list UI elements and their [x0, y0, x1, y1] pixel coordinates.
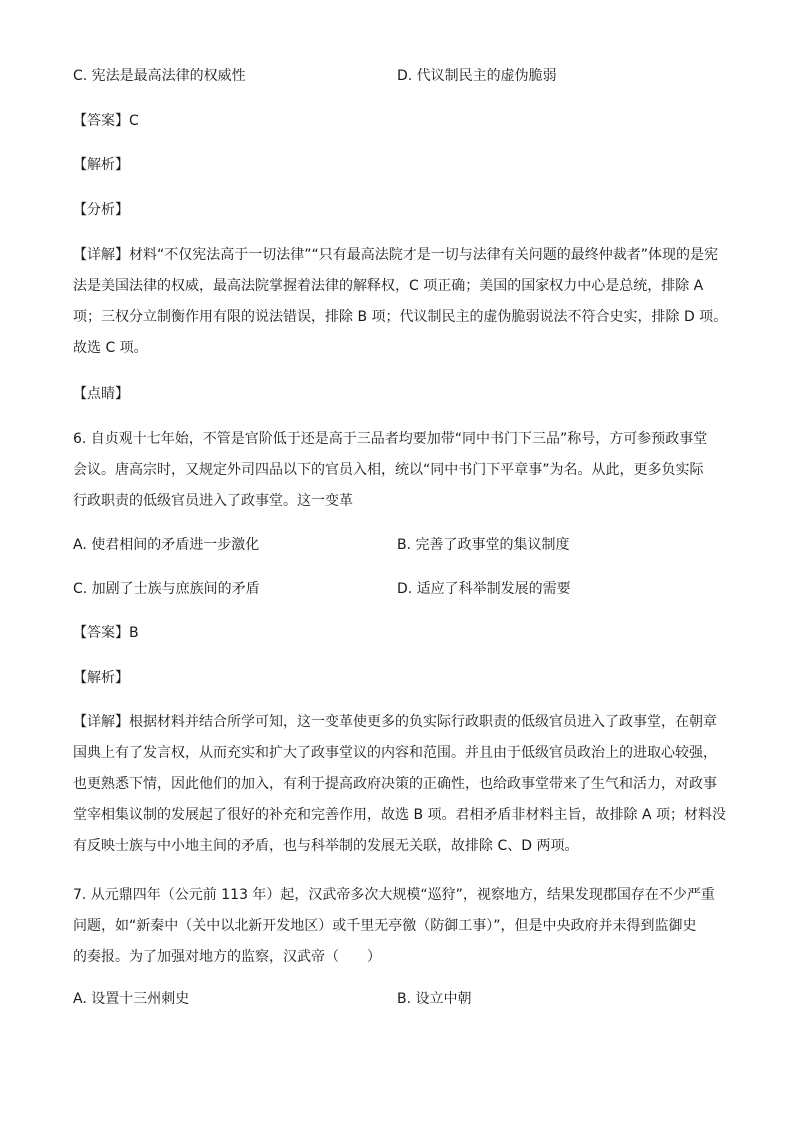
q6-detail [73, 707, 726, 862]
answer-value: C [129, 113, 139, 129]
q6-detail-line: 有反映士族与中小地主间的矛盾，也与科举制的发展无关联，故排除 C、D 两项。 [73, 838, 579, 854]
q5-detail-line: 故选 C 项。 [73, 340, 148, 356]
q6-stem-line: 会议。唐高宗时，又规定外司四品以下的官员入相，统以“同中书门下平章事”为名。从此，更多负实际 [73, 462, 704, 478]
q6-option-a: A. 使君相间的矛盾进一步激化 [73, 537, 260, 553]
q7-option-b: B. 设立中朝 [397, 991, 472, 1007]
q5-analysis-tag: 【解析】 [73, 157, 129, 173]
q6-detail-line: 也更熟悉下情，因此他们的加入，有利于提高政府决策的正确性，也给政事堂带来了生气和活力，对政事 [73, 776, 717, 792]
q5-option-c: C. 宪法是最高法律的权威性 [73, 68, 246, 84]
q5-answer [73, 111, 139, 131]
q7-stem-line: 7. 从元鼎四年（公元前 113 年）起，汉武帝多次大规模“巡狩”，视察地方，结果发现郡国存在不少严重 [73, 887, 715, 903]
q6-detail-line: 国典上有了发言权，从而充实和扩大了政事堂议的内容和范围。并且由于低级官员政治上的进取心较强， [73, 745, 717, 761]
q7-stem-line: 的奏报。为了加强对地方的监察，汉武帝（ ） [73, 949, 381, 965]
q6-detail-line: 【详解】根据材料并结合所学可知，这一变革使更多的负实际行政职责的低级官员进入了政事堂，在朝章 [73, 714, 717, 730]
q7-stem [73, 880, 723, 973]
q6-detail-line: 堂宰相集议制的发展起了很好的补充和完善作用，故选 B 项。君相矛盾非材料主旨，故排除 A 项；材料没 [73, 807, 726, 823]
q6-answer [73, 623, 139, 643]
q5-detail-line: 法是美国法律的权威，最高法院掌握着法律的解释权，C 项正确；美国的国家权力中心是总统，排除 A [73, 278, 704, 294]
q5-option-d: D. 代议制民主的虚伪脆弱 [397, 68, 557, 84]
q5-detail-line: 项；三权分立制衡作用有限的说法错误，排除 B 项；代议制民主的虚伪脆弱说法不符合史实，排除 D 项。 [73, 309, 728, 325]
answer-tag: 【答案】 [73, 113, 129, 129]
answer-value: B [129, 625, 139, 641]
answer-tag: 【答案】 [73, 625, 129, 641]
q6-option-b: B. 完善了政事堂的集议制度 [397, 537, 570, 553]
q6-stem-line: 6. 自贞观十七年始，不管是官阶低于还是高于三品者均要加带“同中书门下三品”称号，方可参预政事堂 [73, 431, 708, 447]
q6-stem-line: 行政职责的低级官员进入了政事堂。这一变革 [73, 493, 353, 509]
q5-detail-line: 【详解】材料“不仅宪法高于一切法律”“只有最高法院才是一切与法律有关问题的最终仲裁者”体现的是宪 [73, 247, 719, 263]
q5-fenxi-tag: 【分析】 [73, 202, 129, 218]
q6-option-c: C. 加剧了士族与庶族间的矛盾 [73, 581, 260, 597]
q7-stem-line: 问题，如“新秦中（关中以北新开发地区）或千里无亭徼（防御工事）”，但是中央政府并未得到监御史 [73, 918, 697, 934]
q6-stem [73, 424, 723, 517]
q6-analysis-tag: 【解析】 [73, 670, 129, 686]
q5-dianjing-tag: 【点睛】 [73, 386, 129, 402]
q6-option-d: D. 适应了科举制发展的需要 [397, 581, 571, 597]
q7-option-a: A. 设置十三州刺史 [73, 991, 190, 1007]
q5-detail [73, 240, 728, 364]
